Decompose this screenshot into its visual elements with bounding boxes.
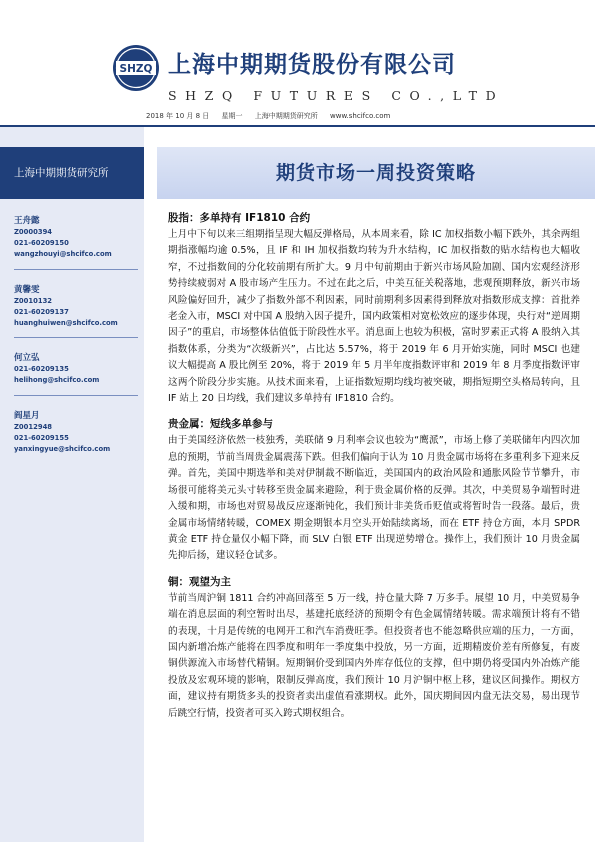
contact-divider — [14, 337, 138, 338]
contact-id: Z0010132 — [14, 296, 53, 305]
contact-name: 何立弘 — [14, 353, 40, 364]
contact-email[interactable]: huanghuiwen@shcifco.com — [14, 319, 118, 328]
institute-name: 上海中期期货研究所 — [254, 112, 318, 120]
contact-divider — [14, 269, 138, 270]
contact-phone: 021-60209150 — [14, 239, 69, 248]
contact-phone: 021-60209137 — [14, 307, 69, 316]
section-heading: 铜：观望为主 — [168, 575, 231, 588]
contact-list — [14, 215, 142, 469]
document-title: 期货市场一周投资策略 — [275, 162, 476, 184]
company-name: 上海中期期货股份有限公司 — [168, 52, 456, 78]
contact-name: 黄馨雯 — [14, 284, 40, 295]
sidebar-title: 上海中期期货研究所 — [0, 147, 144, 199]
section-stock-index — [168, 210, 580, 407]
website-link[interactable]: www.shcifco.com — [330, 112, 391, 120]
report-weekday: 星期一 — [221, 112, 243, 120]
contact-card — [14, 410, 142, 456]
report-body — [168, 210, 580, 731]
section-precious-metals — [168, 416, 580, 564]
section-paragraph: 节前当周沪铜 1811 合约冲高回落至 5 万一线，持仓量大降 7 万多手。展望 10 月，中美贸易争端在消息层面的利空暂时出尽，基建托底经济的预期令有色金属情绪转暖。需求端预计将有不错的表现，十月是传统的电网开工和汽车消费旺季。但投资者也不能忽略供应端的压力，一方面，国内新增冶炼产能将在四季度和明年一季度集中投放，另一方面，近期精废价差有所修复，有废铜供源流入市场替代精铜。短期铜价受到国内外库存低位的支撑，但中期仍将受国内外冶炼产能投放及宏观环境的影响，限制反弹高度，我们预计 10 月沪铜中枢上移，建议区间操作。期权方面，建议持有期货多头的投资者卖出虚值看涨期权。此外，国庆期间因内盘无法交易，易出现节后跳空行情，投资者可买入跨式期权组合。 — [168, 592, 580, 719]
company-name-en: SHZQ FUTURES CO.,LTD — [168, 88, 505, 103]
svg-text:SHZQ: SHZQ — [119, 63, 153, 75]
section-paragraph: 由于美国经济依然一枝独秀，美联储 9 月利率会议也较为“鹰派”，市场上修了美联储年内四次加息的预期，节前当周贵金属震荡下跌。但我们偏向于认为 10 月贵金属市场将在多重利多下迎来反弹。首先，美国中期选举和美对伊制裁不断临近，美国国内的政治风险和通胀风险节节攀升，市场很可能将美元头寸转移至贵金属来避险，利于贵金属价格的反弹。其次，中美贸易争端暂时进入缓和期，市场也对贸易战反应逐渐钝化，我们预计非美货币贬值或将暂时告一段落。最后，贵金属市场情绪转暖，COMEX 期金期银本月空头开始陆续离场，而在 ETF 持仓方面，本月 SPDR 黄金 ETF 持仓量仅小幅下降，而 SLV 白银 ETF 出现逆势增仓。操作上，我们预计 10 月贵金属先抑后扬，建议轻仓试多。 — [168, 435, 580, 562]
contact-card — [14, 284, 142, 339]
contact-card — [14, 215, 142, 270]
section-heading: 股指：多单持有 IF1810 合约 — [168, 212, 311, 224]
contact-name: 阎星月 — [14, 410, 40, 421]
contact-id: Z0012948 — [14, 422, 53, 431]
contact-phone: 021-60209135 — [14, 365, 69, 374]
contact-email[interactable]: helihong@shcifco.com — [14, 376, 100, 385]
contact-email[interactable]: yanxingyue@shcifco.com — [14, 445, 111, 454]
section-copper — [168, 574, 580, 722]
section-heading: 贵金属：短线多单参与 — [168, 418, 273, 431]
company-logo — [112, 44, 160, 92]
contact-name: 王舟懿 — [14, 216, 40, 226]
contact-email[interactable]: wangzhouyi@shcifco.com — [14, 250, 112, 259]
sidebar — [0, 127, 144, 842]
contact-divider — [14, 395, 138, 396]
dateline — [146, 111, 400, 121]
report-date: 2018 年 10 月 8 日 — [146, 112, 210, 120]
contact-phone: 021-60209155 — [14, 433, 69, 442]
contact-id: Z0000394 — [14, 228, 53, 236]
contact-card — [14, 352, 142, 395]
section-paragraph: 上月中下旬以来三组期指呈现大幅反弹格局，从本周来看，除 IC 加权指数小幅下跌外，其余两组期指涨幅均逾 0.5%，且 IF 和 IH 加权指数均转为升水结构，IC 加权指数的贴水结构也大幅收窄，不过指数间的分化较前期有所扩大。9 月中旬前期由于新兴市场风险加剧、国内宏观经济形势持续疲弱对 A 股市场产生压力。不过在此之后，中美互征关税落地，悲观预期释放，新兴市场风险偏好回升，减少了指数外部不利因素，同时前期利多因素得到释放对指数形成支撑：首批养老金入市，MSCI 对中国 A 股纳入因子提升，国内政策相对宽松效应的逐步体现，央行对“逆周期因子”的重启，市场整体估值低于阶段性水平。消息面上也较为积极，富时罗素正式将 A 股纳入其指数体系，分类为“次级新兴”，占比达 5.57%，将于 2019 年 6 月开始实施，同时 MSCI 也建议大幅提高 A 股比例至 20%，将于 2019 年 5 月半年度指数评审和 2019 年 8 月季度指数评审这两个阶段分步实施。从技术面来看，上证指数短期均线均被突破，期指短期空头格局转向，且 IF 站上 20 日均线，我们建议多单持有 IF1810 合约。 — [168, 229, 580, 405]
title-banner — [157, 147, 595, 199]
